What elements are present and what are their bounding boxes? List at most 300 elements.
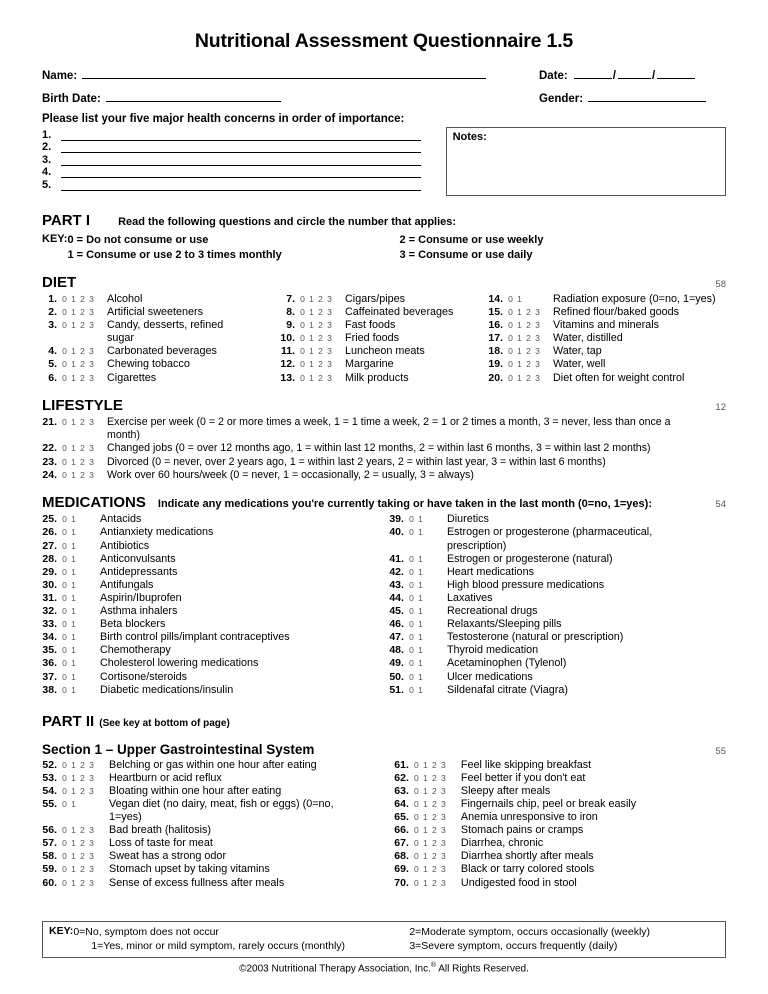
answer-option-1[interactable]: 1 (71, 579, 76, 590)
answer-option-0[interactable]: 0 (300, 372, 305, 383)
answer-option-2[interactable]: 2 (80, 372, 85, 383)
answer-option-1[interactable]: 1 (71, 514, 76, 525)
answer-option-2[interactable]: 2 (526, 320, 531, 331)
answer-option-3[interactable]: 3 (327, 359, 332, 370)
question-text: Caffeinated beverages (345, 306, 454, 319)
answer-option-3[interactable]: 3 (89, 469, 94, 480)
answer-option-1[interactable]: 1 (71, 798, 76, 809)
answer-option-1[interactable]: 1 (309, 346, 314, 357)
answer-option-0[interactable]: 0 (62, 359, 67, 370)
answer-option-0[interactable]: 0 (62, 772, 67, 783)
answer-options (60, 772, 101, 785)
answer-option-2[interactable]: 2 (432, 772, 437, 783)
answer-option-1[interactable]: 1 (517, 320, 522, 331)
answer-option-2[interactable]: 2 (80, 759, 85, 770)
answer-option-0[interactable]: 0 (62, 372, 67, 383)
answer-option-2[interactable]: 2 (432, 838, 437, 849)
answer-option-1[interactable]: 1 (71, 658, 76, 669)
answer-option-2[interactable]: 2 (526, 359, 531, 370)
answer-option-0[interactable]: 0 (62, 579, 67, 590)
question-text: Cortisone/steroids (100, 670, 188, 683)
question-text: Sildenafal citrate (Viagra) (446, 683, 568, 696)
answer-option-1[interactable]: 1 (71, 592, 76, 603)
answer-option-0[interactable]: 0 (62, 851, 67, 862)
answer-option-1[interactable]: 1 (71, 359, 76, 370)
answer-option-3[interactable]: 3 (89, 359, 94, 370)
answer-option-1[interactable]: 1 (418, 527, 423, 538)
answer-option-1[interactable]: 1 (71, 772, 76, 783)
concern-input[interactable] (61, 180, 421, 191)
answer-option-3[interactable]: 3 (327, 307, 332, 318)
question-number: 37. (42, 670, 57, 683)
answer-option-1[interactable]: 1 (418, 566, 423, 577)
answer-option-1[interactable]: 1 (423, 812, 428, 823)
answer-option-2[interactable]: 2 (80, 825, 85, 836)
answer-option-2[interactable]: 2 (80, 416, 85, 427)
answer-option-1[interactable]: 1 (418, 619, 423, 630)
question-number: 16. (488, 319, 503, 332)
date-month-input[interactable] (574, 67, 612, 79)
answer-option-1[interactable]: 1 (71, 645, 76, 656)
answer-option-3[interactable]: 3 (89, 416, 94, 427)
answer-option-0[interactable]: 0 (62, 606, 67, 617)
date-year-input[interactable] (657, 67, 695, 79)
answer-option-1[interactable]: 1 (71, 346, 76, 357)
answer-option-1[interactable]: 1 (309, 320, 314, 331)
date-slash-2: / (651, 70, 656, 82)
answer-option-0[interactable]: 0 (409, 658, 414, 669)
answer-option-1[interactable]: 1 (309, 372, 314, 383)
question-number: 10. (280, 332, 295, 345)
question-row (488, 306, 726, 319)
answer-option-0[interactable]: 0 (508, 333, 513, 344)
question-row (394, 863, 726, 876)
answer-option-3[interactable]: 3 (441, 785, 446, 796)
answer-option-3[interactable]: 3 (89, 443, 94, 454)
answer-option-0[interactable]: 0 (508, 372, 513, 383)
question-number: 46. (389, 618, 404, 631)
concern-input[interactable] (61, 167, 421, 178)
answer-option-0[interactable]: 0 (409, 632, 414, 643)
answer-option-3[interactable]: 3 (441, 772, 446, 783)
answer-option-0[interactable]: 0 (409, 671, 414, 682)
medications-section-header (42, 494, 726, 511)
answer-option-3[interactable]: 3 (89, 346, 94, 357)
answer-option-1[interactable]: 1 (71, 527, 76, 538)
answer-option-3[interactable]: 3 (89, 456, 94, 467)
answer-option-3[interactable]: 3 (441, 798, 446, 809)
answer-option-1[interactable]: 1 (517, 307, 522, 318)
answer-options (407, 618, 431, 631)
question-text: Refined flour/baked goods (553, 306, 680, 319)
answer-option-3[interactable]: 3 (441, 838, 446, 849)
answer-options (60, 592, 84, 605)
answer-option-1[interactable]: 1 (423, 838, 428, 849)
question-number: 15. (488, 306, 503, 319)
answer-option-1[interactable]: 1 (423, 864, 428, 875)
health-concerns-list (42, 127, 426, 196)
answer-option-0[interactable]: 0 (62, 759, 67, 770)
question-number: 49. (389, 657, 404, 670)
answer-option-0[interactable]: 0 (62, 645, 67, 656)
answer-option-1[interactable]: 1 (71, 416, 76, 427)
question-number: 1. (48, 293, 57, 305)
question-text: Alcohol (107, 293, 143, 305)
answer-option-1[interactable]: 1 (309, 307, 314, 318)
answer-option-2[interactable]: 2 (432, 798, 437, 809)
answer-option-1[interactable]: 1 (423, 785, 428, 796)
answer-option-3[interactable]: 3 (89, 307, 94, 318)
answer-option-1[interactable]: 1 (418, 645, 423, 656)
answer-option-2[interactable]: 2 (80, 785, 85, 796)
answer-option-1[interactable]: 1 (418, 658, 423, 669)
answer-option-0[interactable]: 0 (414, 838, 419, 849)
answer-option-0[interactable]: 0 (62, 294, 67, 304)
answer-option-0[interactable]: 0 (508, 294, 513, 304)
answer-option-3[interactable]: 3 (535, 359, 540, 370)
question-number: 5. (48, 358, 57, 371)
answer-option-1[interactable]: 1 (71, 294, 76, 304)
answer-option-2[interactable]: 2 (80, 294, 85, 304)
answer-option-0[interactable]: 0 (300, 294, 305, 304)
answer-option-2[interactable]: 2 (318, 372, 323, 383)
answer-option-1[interactable]: 1 (418, 606, 423, 617)
answer-option-1[interactable]: 1 (517, 346, 522, 357)
answer-option-1[interactable]: 1 (71, 759, 76, 770)
question-row (394, 759, 726, 772)
answer-option-3[interactable]: 3 (327, 346, 332, 357)
question-text-continued: prescription) (446, 539, 507, 552)
answer-option-2[interactable]: 2 (526, 372, 531, 383)
answer-option-3[interactable]: 3 (89, 864, 94, 875)
question-text: Radiation exposure (0=no, 1=yes) (553, 293, 716, 305)
answer-option-1[interactable]: 1 (517, 294, 522, 304)
answer-option-2[interactable]: 2 (80, 838, 85, 849)
answer-option-0[interactable]: 0 (62, 864, 67, 875)
question-text: Sense of excess fullness after meals (109, 876, 285, 889)
answer-option-3[interactable]: 3 (441, 759, 446, 770)
answer-option-2[interactable]: 2 (432, 851, 437, 862)
answer-option-0[interactable]: 0 (414, 864, 419, 875)
answer-option-0[interactable]: 0 (508, 320, 513, 331)
answer-option-0[interactable]: 0 (414, 759, 419, 770)
question-row (394, 798, 726, 811)
answer-option-1[interactable]: 1 (71, 456, 76, 467)
answer-option-1[interactable]: 1 (517, 359, 522, 370)
answer-option-3[interactable]: 3 (89, 877, 94, 888)
answer-option-0[interactable]: 0 (508, 346, 513, 357)
question-text: Ulcer medications (446, 670, 533, 683)
answer-option-2[interactable]: 2 (318, 346, 323, 357)
answer-option-2[interactable]: 2 (80, 851, 85, 862)
answer-option-3[interactable]: 3 (535, 320, 540, 331)
answer-option-0[interactable]: 0 (409, 619, 414, 630)
answer-option-3[interactable]: 3 (441, 864, 446, 875)
answer-option-2[interactable]: 2 (80, 877, 85, 888)
answer-option-0[interactable]: 0 (414, 772, 419, 783)
answer-option-1[interactable]: 1 (71, 320, 76, 331)
answer-option-0[interactable]: 0 (414, 877, 419, 888)
answer-options (506, 345, 547, 358)
answer-option-0[interactable]: 0 (409, 566, 414, 577)
answer-option-1[interactable]: 1 (517, 333, 522, 344)
answer-option-2[interactable]: 2 (80, 456, 85, 467)
answer-option-1[interactable]: 1 (71, 553, 76, 564)
answer-option-0[interactable]: 0 (409, 592, 414, 603)
answer-option-2[interactable]: 2 (80, 346, 85, 357)
question-text: Feel better if you don't eat (460, 771, 586, 784)
answer-option-1[interactable]: 1 (309, 294, 314, 304)
answer-option-0[interactable]: 0 (300, 307, 305, 318)
answer-option-0[interactable]: 0 (508, 359, 513, 370)
answer-option-1[interactable]: 1 (423, 877, 428, 888)
answer-option-0[interactable]: 0 (62, 527, 67, 538)
question-row (42, 671, 389, 684)
answer-option-0[interactable]: 0 (409, 579, 414, 590)
answer-option-1[interactable]: 1 (423, 759, 428, 770)
answer-option-1[interactable]: 1 (71, 372, 76, 383)
answer-option-2[interactable]: 2 (526, 307, 531, 318)
answer-option-0[interactable]: 0 (62, 553, 67, 564)
answer-option-1[interactable]: 1 (418, 553, 423, 564)
list-item[interactable] (42, 153, 426, 166)
answer-option-2[interactable]: 2 (526, 333, 531, 344)
answer-option-2[interactable]: 2 (318, 359, 323, 370)
answer-option-3[interactable]: 3 (89, 851, 94, 862)
answer-option-2[interactable]: 2 (432, 825, 437, 836)
answer-option-0[interactable]: 0 (62, 632, 67, 643)
answer-option-3[interactable]: 3 (327, 333, 332, 344)
answer-option-1[interactable]: 1 (71, 606, 76, 617)
answer-option-2[interactable]: 2 (526, 346, 531, 357)
answer-option-1[interactable]: 1 (71, 671, 76, 682)
answer-option-2[interactable]: 2 (80, 469, 85, 480)
question-text: Diabetic medications/insulin (100, 683, 234, 696)
answer-option-0[interactable]: 0 (62, 619, 67, 630)
answer-option-1[interactable]: 1 (71, 825, 76, 836)
answer-option-1[interactable]: 1 (71, 684, 76, 695)
answer-option-3[interactable]: 3 (441, 825, 446, 836)
answer-option-1[interactable]: 1 (418, 592, 423, 603)
answer-option-2[interactable]: 2 (432, 759, 437, 770)
answer-option-0[interactable]: 0 (62, 592, 67, 603)
answer-option-3[interactable]: 3 (89, 785, 94, 796)
answer-option-2[interactable]: 2 (80, 772, 85, 783)
answer-option-1[interactable]: 1 (418, 579, 423, 590)
concern-input[interactable] (61, 142, 421, 153)
name-input[interactable] (82, 67, 486, 79)
answer-option-1[interactable]: 1 (423, 825, 428, 836)
question-number: 64. (394, 797, 409, 810)
answer-option-1[interactable]: 1 (418, 671, 423, 682)
answer-option-2[interactable]: 2 (318, 333, 323, 344)
question-text: Anticonvulsants (100, 552, 176, 565)
answer-option-1[interactable]: 1 (71, 877, 76, 888)
answer-option-0[interactable]: 0 (409, 527, 414, 538)
answer-option-2[interactable]: 2 (318, 320, 323, 331)
answer-option-0[interactable]: 0 (62, 838, 67, 849)
answer-options (506, 319, 547, 332)
answer-option-1[interactable]: 1 (517, 372, 522, 383)
answer-option-0[interactable]: 0 (62, 443, 67, 454)
question-text: Diuretics (446, 513, 489, 526)
answer-option-0[interactable]: 0 (414, 785, 419, 796)
answer-option-1[interactable]: 1 (71, 619, 76, 630)
answer-option-1[interactable]: 1 (418, 514, 423, 525)
concern-input[interactable] (61, 130, 421, 141)
answer-option-0[interactable]: 0 (62, 540, 67, 551)
answer-option-3[interactable]: 3 (89, 294, 94, 304)
answer-options (412, 811, 453, 824)
birth-date-input[interactable] (106, 90, 281, 102)
answer-option-0[interactable]: 0 (62, 320, 67, 331)
answer-option-3[interactable]: 3 (327, 320, 332, 331)
answer-option-0[interactable]: 0 (62, 566, 67, 577)
answer-option-3[interactable]: 3 (89, 772, 94, 783)
answer-option-3[interactable]: 3 (535, 307, 540, 318)
answer-option-1[interactable]: 1 (71, 864, 76, 875)
answer-option-0[interactable]: 0 (300, 346, 305, 357)
answer-option-0[interactable]: 0 (414, 825, 419, 836)
answer-option-0[interactable]: 0 (508, 307, 513, 318)
answer-option-2[interactable]: 2 (80, 307, 85, 318)
answer-option-0[interactable]: 0 (62, 877, 67, 888)
answer-option-1[interactable]: 1 (71, 632, 76, 643)
answer-option-0[interactable]: 0 (300, 359, 305, 370)
list-item[interactable] (42, 128, 426, 141)
answer-option-2[interactable]: 2 (432, 785, 437, 796)
answer-option-2[interactable]: 2 (432, 877, 437, 888)
answer-option-2[interactable]: 2 (432, 812, 437, 823)
concern-input[interactable] (61, 155, 421, 166)
answer-option-3[interactable]: 3 (327, 294, 332, 304)
question-text: Stomach pains or cramps (460, 824, 584, 837)
registered-mark-icon: ® (430, 961, 437, 969)
answer-option-0[interactable]: 0 (62, 469, 67, 480)
answer-option-0[interactable]: 0 (409, 645, 414, 656)
diet-column-1 (42, 293, 280, 385)
answer-option-0[interactable]: 0 (409, 606, 414, 617)
answer-option-2[interactable]: 2 (318, 307, 323, 318)
question-number: 54. (42, 784, 57, 797)
answer-option-0[interactable]: 0 (62, 684, 67, 695)
answer-option-0[interactable]: 0 (414, 851, 419, 862)
list-item[interactable] (42, 166, 426, 179)
answer-options (412, 877, 453, 890)
answer-option-0[interactable]: 0 (414, 798, 419, 809)
answer-option-1[interactable]: 1 (71, 851, 76, 862)
answer-option-1[interactable]: 1 (71, 443, 76, 454)
answer-option-0[interactable]: 0 (62, 798, 67, 809)
question-row (42, 772, 394, 785)
answer-option-1[interactable]: 1 (309, 359, 314, 370)
answer-option-2[interactable]: 2 (80, 320, 85, 331)
answer-option-0[interactable]: 0 (414, 812, 419, 823)
answer-option-3[interactable]: 3 (327, 372, 332, 383)
answer-option-3[interactable]: 3 (535, 372, 540, 383)
answer-option-0[interactable]: 0 (62, 307, 67, 318)
answer-option-3[interactable]: 3 (535, 346, 540, 357)
answer-option-1[interactable]: 1 (71, 566, 76, 577)
birthdate-field-group (42, 90, 539, 105)
answer-option-0[interactable]: 0 (62, 785, 67, 796)
question-number: 67. (394, 837, 409, 850)
question-text: Water, well (553, 358, 606, 371)
answer-option-0[interactable]: 0 (62, 514, 67, 525)
question-text: Belching or gas within one hour after eating (109, 758, 317, 771)
answer-option-1[interactable]: 1 (423, 798, 428, 809)
answer-options (60, 306, 101, 319)
answer-option-1[interactable]: 1 (71, 785, 76, 796)
answer-options (60, 513, 84, 526)
answer-option-3[interactable]: 3 (89, 320, 94, 331)
answer-options (412, 798, 453, 811)
answer-option-3[interactable]: 3 (89, 825, 94, 836)
answer-option-0[interactable]: 0 (62, 671, 67, 682)
answer-option-2[interactable]: 2 (80, 864, 85, 875)
answer-options (298, 345, 339, 358)
answer-option-3[interactable]: 3 (441, 812, 446, 823)
answer-option-0[interactable]: 0 (300, 320, 305, 331)
answer-option-0[interactable]: 0 (62, 346, 67, 357)
answer-option-0[interactable]: 0 (409, 684, 414, 695)
answer-option-0[interactable]: 0 (62, 658, 67, 669)
answer-option-1[interactable]: 1 (71, 469, 76, 480)
question-row (42, 850, 394, 863)
answer-options (60, 372, 101, 385)
answer-option-0[interactable]: 0 (62, 825, 67, 836)
name-label: Name: (42, 70, 78, 82)
answer-option-0[interactable]: 0 (409, 514, 414, 525)
health-concerns-label: Please list your five major health concerns in order of importance: (42, 113, 405, 125)
answer-options (60, 319, 101, 332)
answer-option-1[interactable]: 1 (71, 838, 76, 849)
question-row (42, 618, 389, 631)
answer-option-3[interactable]: 3 (535, 333, 540, 344)
answer-option-0[interactable]: 0 (62, 416, 67, 427)
answer-option-3[interactable]: 3 (441, 851, 446, 862)
answer-option-1[interactable]: 1 (418, 632, 423, 643)
list-item[interactable] (42, 141, 426, 154)
answer-option-3[interactable]: 3 (89, 759, 94, 770)
answer-option-3[interactable]: 3 (441, 877, 446, 888)
answer-option-0[interactable]: 0 (300, 333, 305, 344)
answer-option-2[interactable]: 2 (432, 864, 437, 875)
answer-option-2[interactable]: 2 (318, 294, 323, 304)
date-label: Date: (539, 70, 568, 82)
question-text: Changed jobs (0 = over 12 months ago, 1 = within last 12 months, 2 = within last 6 months, 3 = within last 2 months) (107, 442, 651, 455)
answer-option-3[interactable]: 3 (89, 372, 94, 383)
answer-option-3[interactable]: 3 (89, 838, 94, 849)
date-day-input[interactable] (618, 67, 651, 79)
list-item[interactable] (42, 178, 426, 191)
answer-option-1[interactable]: 1 (71, 540, 76, 551)
answer-option-1[interactable]: 1 (309, 333, 314, 344)
answer-option-0[interactable]: 0 (409, 553, 414, 564)
answer-option-1[interactable]: 1 (418, 684, 423, 695)
answer-option-2[interactable]: 2 (80, 443, 85, 454)
notes-box[interactable] (446, 127, 726, 196)
answer-option-1[interactable]: 1 (71, 307, 76, 318)
bottom-key-box (42, 921, 726, 958)
answer-option-1[interactable]: 1 (423, 772, 428, 783)
question-text: Antacids (100, 513, 142, 526)
question-row (394, 772, 726, 785)
answer-option-1[interactable]: 1 (423, 851, 428, 862)
gender-input[interactable] (588, 90, 706, 102)
answer-option-0[interactable]: 0 (62, 456, 67, 467)
answer-option-2[interactable]: 2 (80, 359, 85, 370)
